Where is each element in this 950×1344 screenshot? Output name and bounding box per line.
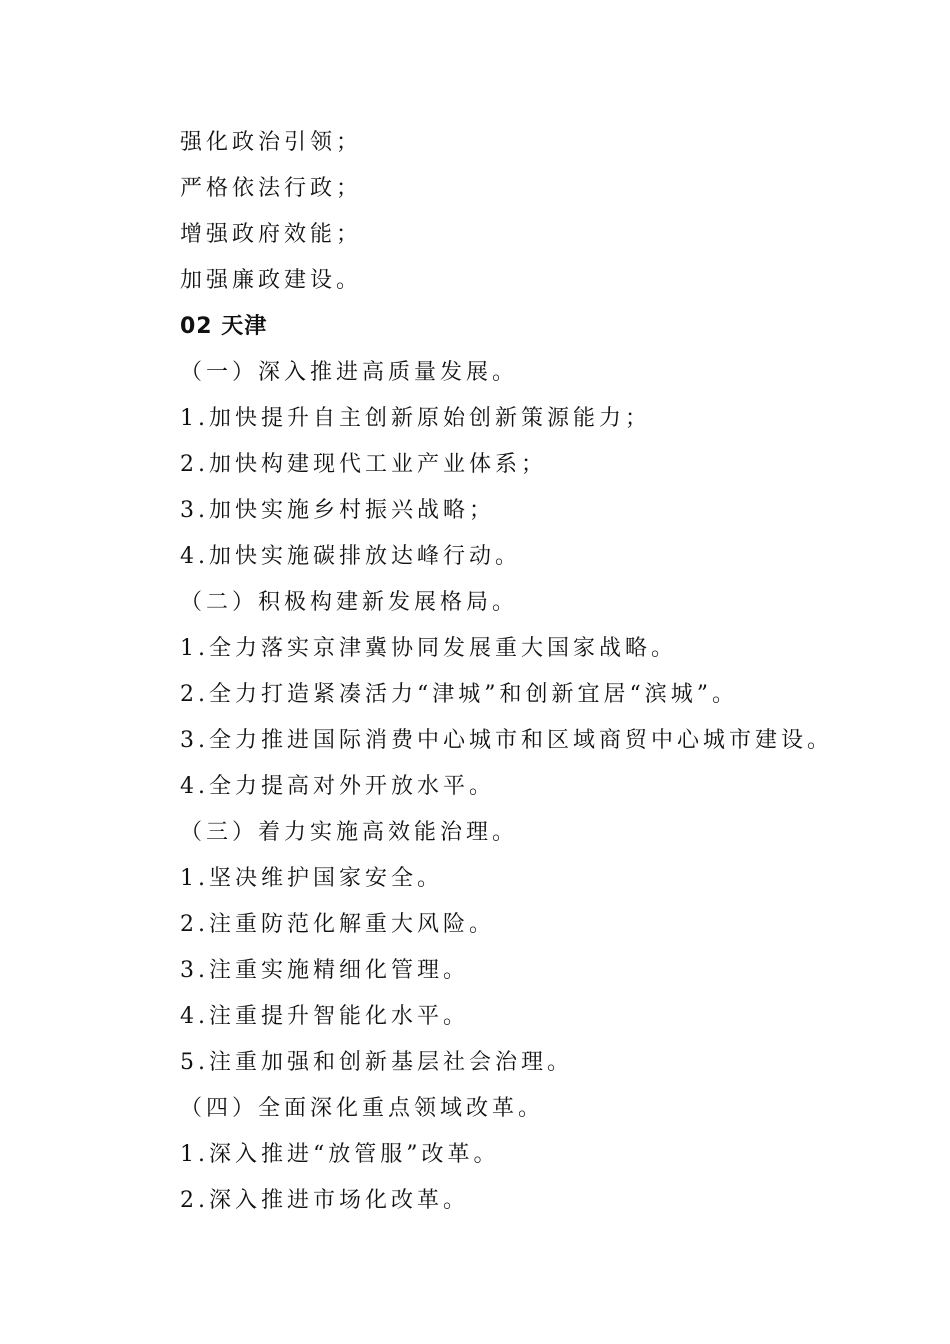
list-item: 3.全力推进国际消费中心城市和区域商贸中心城市建设。 — [180, 728, 833, 753]
list-item: 4.全力提高对外开放水平。 — [180, 774, 495, 799]
subsection-heading: （三）着力实施高效能治理。 — [180, 820, 519, 845]
list-item: 4.加快实施碳排放达峰行动。 — [180, 544, 521, 569]
list-item: 1.全力落实京津冀协同发展重大国家战略。 — [180, 636, 677, 661]
list-item: 1.坚决维护国家安全。 — [180, 866, 443, 891]
list-item: 1.深入推进“放管服”改革。 — [180, 1142, 500, 1167]
list-item: 2.全力打造紧凑活力“津城”和创新宜居“滨城”。 — [180, 682, 738, 707]
text-line: 强化政治引领； — [180, 130, 363, 155]
list-item: 2.注重防范化解重大风险。 — [180, 912, 495, 937]
list-item: 3.加快实施乡村振兴战略； — [180, 498, 495, 523]
document-body — [180, 120, 880, 1224]
text-line: 严格依法行政； — [180, 176, 363, 201]
list-item: 5.注重加强和创新基层社会治理。 — [180, 1050, 573, 1075]
text-line: 加强廉政建设。 — [180, 268, 363, 293]
list-item: 3.注重实施精细化管理。 — [180, 958, 469, 983]
subsection-heading: （二）积极构建新发展格局。 — [180, 590, 519, 615]
text-line: 增强政府效能； — [180, 222, 363, 247]
section-heading: 02 天津 — [180, 314, 268, 339]
subsection-heading: （四）全面深化重点领域改革。 — [180, 1096, 545, 1121]
list-item: 1.加快提升自主创新原始创新策源能力； — [180, 406, 651, 431]
list-item: 2.深入推进市场化改革。 — [180, 1188, 469, 1213]
list-item: 2.加快构建现代工业产业体系； — [180, 452, 547, 477]
subsection-heading: （一）深入推进高质量发展。 — [180, 360, 519, 385]
list-item: 4.注重提升智能化水平。 — [180, 1004, 469, 1029]
